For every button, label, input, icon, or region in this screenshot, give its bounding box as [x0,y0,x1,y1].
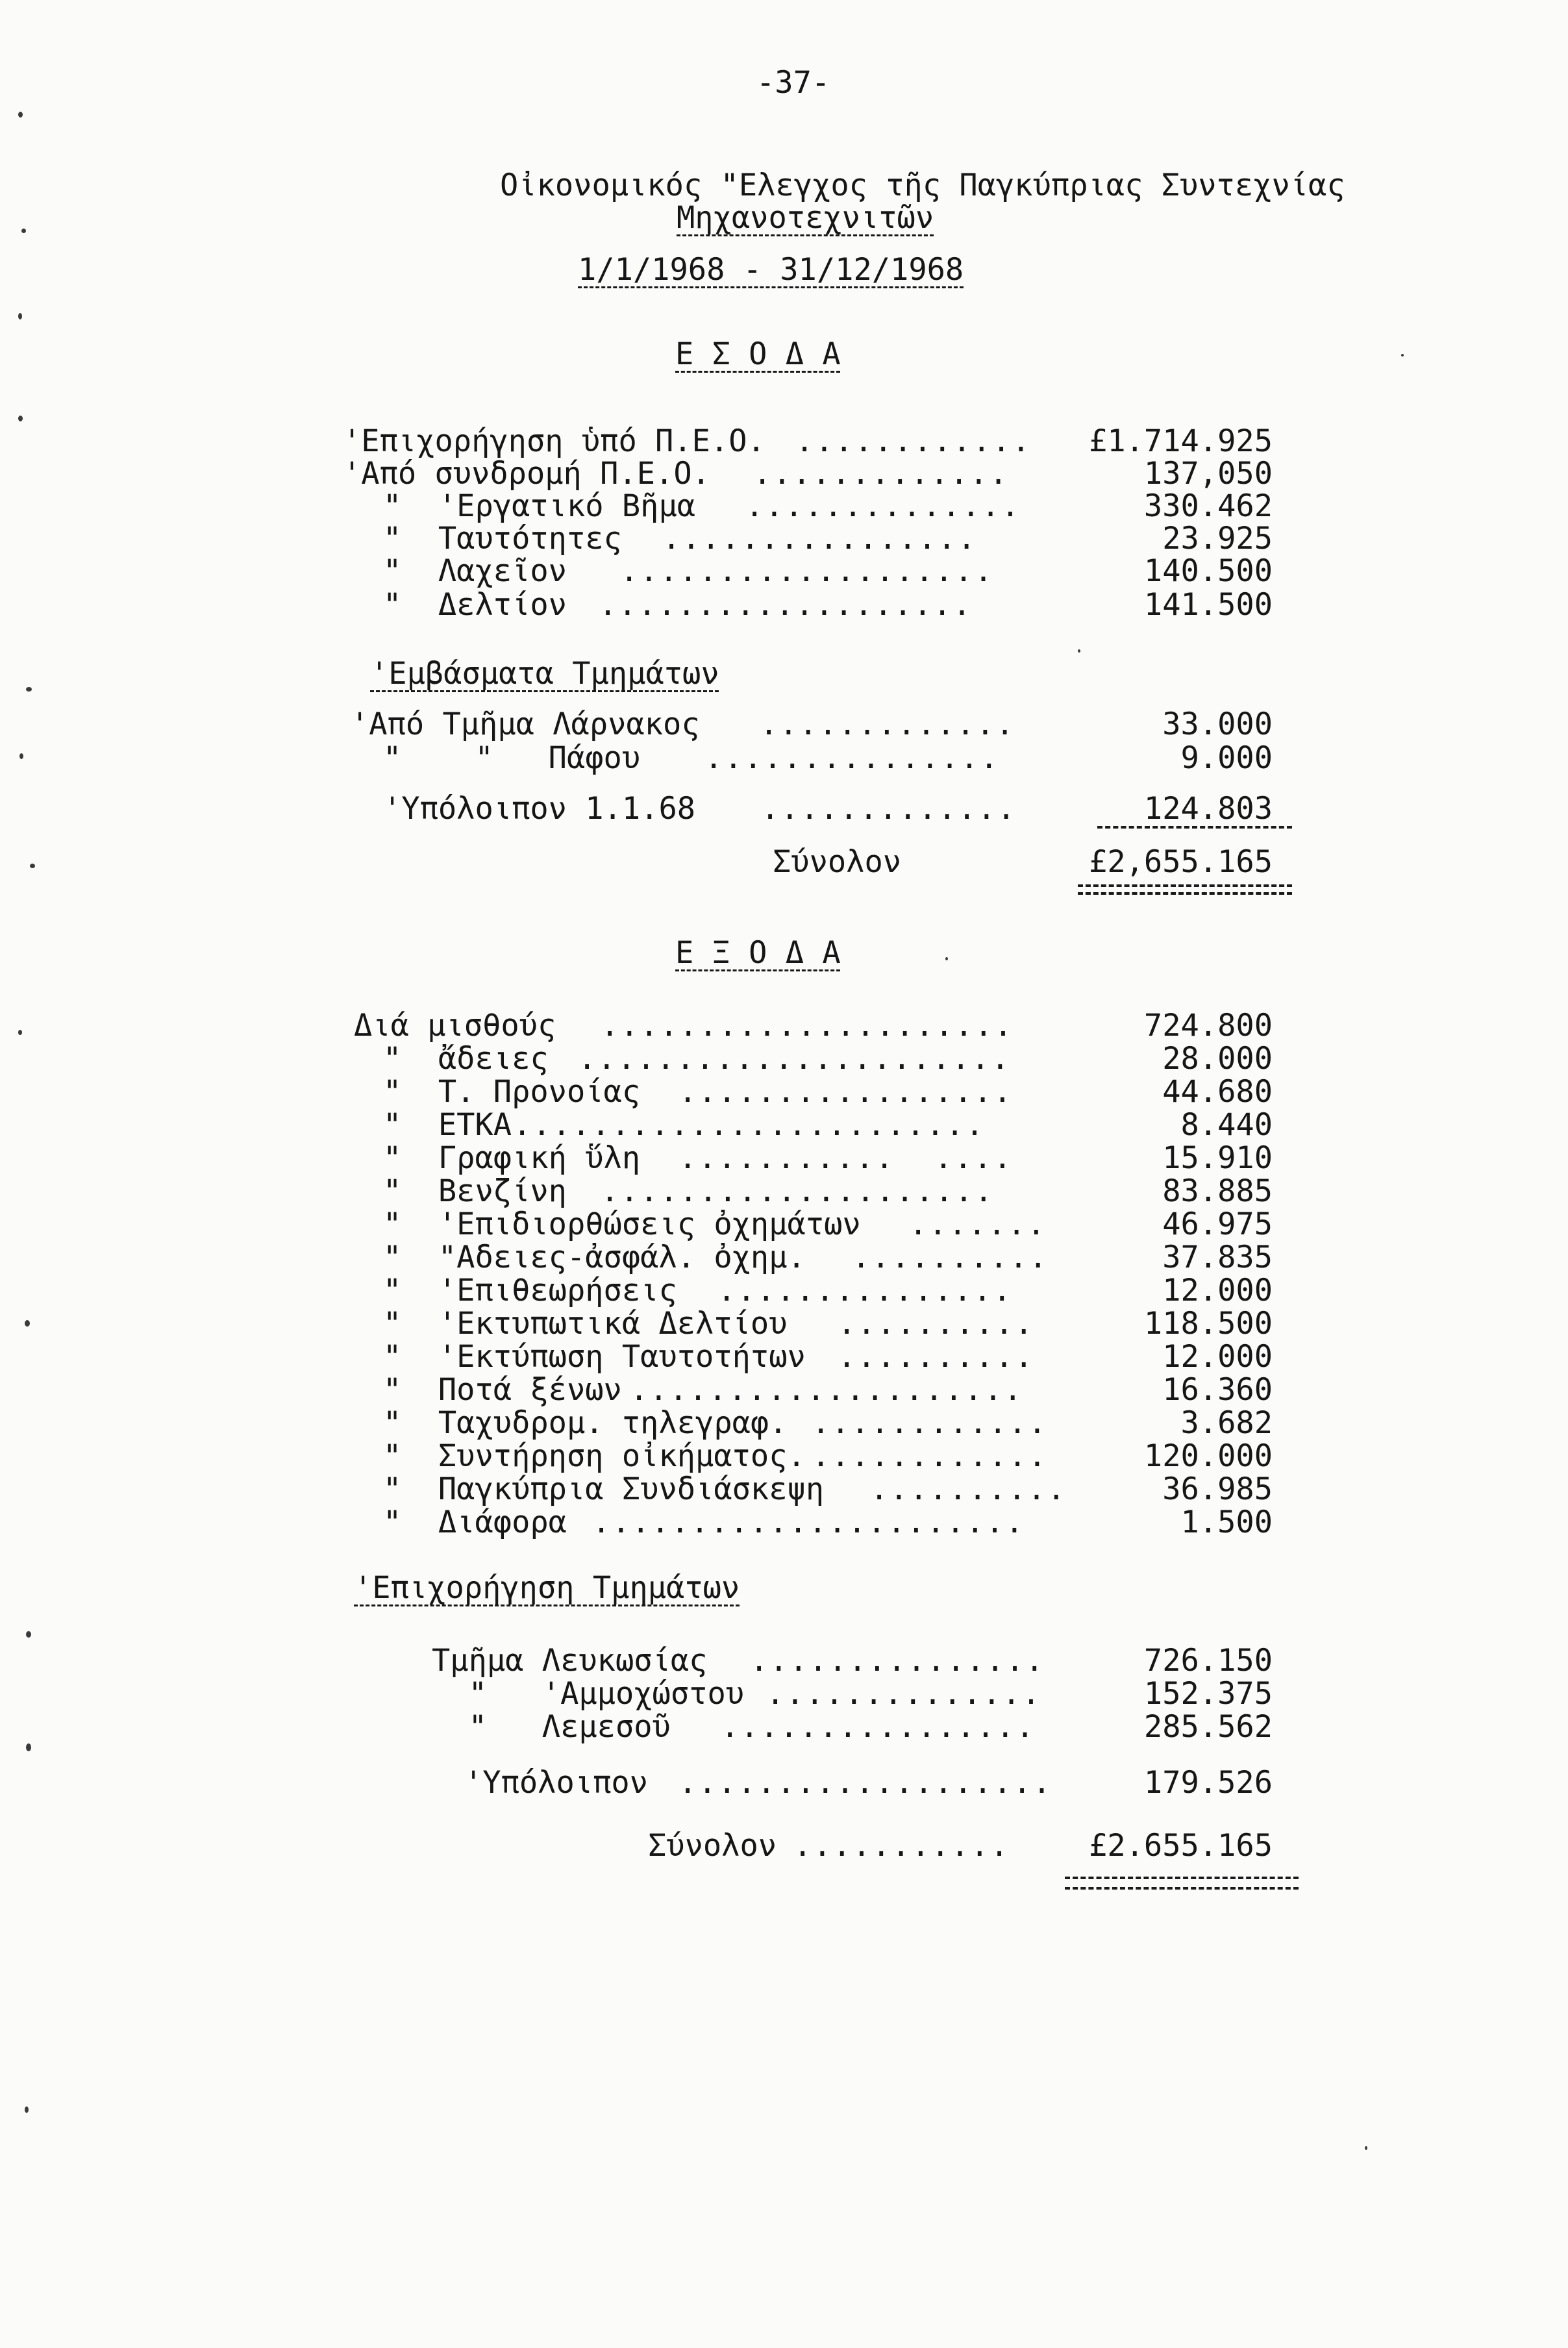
expense-row-leader: ........... .... [678,1140,1014,1176]
expense-balance-amount: 179.526 [1143,1765,1273,1801]
scan-speck [18,416,23,421]
expense-row-label: " 'Εκτύπωση Ταυτοτήτων [383,1339,806,1375]
income-row-amount: 137,050 [1143,456,1273,492]
income-row-amount: 141.500 [1143,587,1273,623]
income-row-amount: 330.462 [1143,488,1273,524]
scan-speck [25,2106,29,2113]
income-row-amount: £1.714.925 [1089,423,1273,459]
expense-row-amount: 28.000 [1162,1041,1273,1077]
income-row-leader: ................... [620,553,994,589]
expense-row-amount: 724.800 [1143,1008,1273,1043]
expense-row-label: Διά μισθούς [354,1008,556,1043]
expense-row-leader: .................... [601,1173,994,1209]
expense-row-label: " Συντήρηση οἰκήματος. [383,1438,806,1474]
income-row-amount: 23.925 [1162,521,1273,556]
expenses-grants-heading: 'Επιχορήγηση Τμημάτων [354,1570,740,1606]
expense-row-amount: 12.000 [1162,1339,1273,1375]
scan-speck [30,864,35,868]
expense-row-leader: ............ [812,1438,1048,1474]
expense-row-leader: ............... [717,1273,1013,1308]
income-balance-label: 'Υπόλοιπον 1.1.68 [383,791,696,827]
scan-speck [25,1320,30,1327]
expense-total-amount: £2.655.165 [1089,1828,1273,1864]
income-transfer-leader: ............... [704,740,1000,776]
income-row-label: 'Επιχορήγηση ὑπό Π.Ε.Ο. [343,423,765,459]
expense-row-amount: 1.500 [1180,1505,1273,1540]
expense-grant-label: " 'Αμμοχώστου [432,1676,745,1712]
expense-row-label: " Γραφική ὕλη [383,1140,641,1176]
scan-speck [19,753,23,759]
expense-grant-label: Τμῆμα Λευκωσίας [432,1643,708,1679]
expense-row-label: " ΕΤΚΑ [383,1107,512,1143]
expense-row-leader: .......... [852,1240,1049,1275]
expense-row-amount: 46.975 [1162,1206,1273,1242]
scan-speck [18,112,23,118]
income-transfer-label: 'Από Τμῆμα Λάρνακος [351,706,700,742]
expense-row-label: " "Αδειες-ἀσφάλ. ὀχημ. [383,1240,806,1275]
scan-speck [26,687,32,692]
income-balance-amount: 124.803 [1143,791,1273,827]
expense-total-leader: ........... [793,1828,1010,1864]
income-subtotal-rule [1097,826,1292,829]
expense-grant-label: " Λεμεσοῦ [432,1709,671,1745]
scan-speck [21,229,26,233]
expense-row-label: " Παγκύπρια Συνδιάσκεψη [383,1471,825,1507]
expense-row-leader: ...................... [578,1041,1011,1077]
income-transfers-heading: 'Εμβάσματα Τμημάτων [370,656,719,692]
expense-row-leader: ..................... [601,1008,1014,1043]
scan-speck [18,313,22,319]
income-total-amount: £2,655.165 [1089,844,1273,880]
expense-row-label: " Βενζίνη [383,1173,567,1209]
income-transfer-amount: 9.000 [1180,740,1273,776]
income-row-leader: ................ [662,521,977,556]
expense-balance-leader: ................... [678,1765,1052,1801]
expense-row-amount: 3.682 [1180,1405,1273,1441]
expense-row-label: " Διάφορα [383,1505,567,1540]
expense-row-leader: ............ [812,1405,1048,1441]
expense-row-amount: 120.000 [1143,1438,1273,1474]
scan-speck [1365,2146,1367,2150]
scan-speck [26,1631,31,1638]
expense-row-leader: .......... [838,1339,1034,1375]
expense-row-amount: 36.985 [1162,1471,1273,1507]
expense-row-amount: 83.885 [1162,1173,1273,1209]
expense-row-label: " ἄδειες [383,1041,549,1077]
income-transfer-amount: 33.000 [1162,706,1273,742]
expense-grant-leader: ............... [750,1643,1045,1679]
scan-speck [1078,649,1080,653]
expense-grant-amount: 726.150 [1143,1643,1273,1679]
income-total-rule [1078,884,1292,887]
expense-row-leader: .......... [838,1306,1034,1342]
expense-row-label: " 'Εκτυπωτικά Δελτίου [383,1306,788,1342]
expenses-heading: Ε Ξ Ο Δ Α [675,935,841,971]
income-row-label: 'Από συνδρομή Π.Ε.Ο. [343,456,710,492]
income-row-leader: ............. [753,456,1009,492]
expense-grant-amount: 285.562 [1143,1709,1273,1745]
income-transfer-label: " " Πάφου [383,740,641,776]
expense-grant-amount: 152.375 [1143,1676,1273,1712]
expense-row-label: " 'Επιθεωρήσεις [383,1273,677,1308]
expense-row-amount: 37.835 [1162,1240,1273,1275]
income-total-label: Σύνολον [773,844,902,880]
expense-row-label: " Ποτά ξένων [383,1372,622,1408]
income-row-leader: .............. [745,488,1021,524]
income-total-rule [1078,892,1292,895]
expense-total-rule [1065,1877,1299,1879]
document-period: 1/1/1968 - 31/12/1968 [578,252,964,288]
expense-row-leader: .......... [870,1471,1067,1507]
income-row-leader: ............ [795,423,1032,459]
expense-row-amount: 44.680 [1162,1074,1273,1110]
document-subtitle: Μηχανοτεχνιτῶν [677,200,934,236]
expense-row-label: " 'Επιδιορθώσεις ὀχημάτων [383,1206,861,1242]
expense-row-leader: ................. [678,1074,1014,1110]
expense-row-label: " Ταχυδρομ. τηλεγραφ. [383,1405,788,1441]
page-number: -37- [756,65,830,101]
expense-grant-leader: .............. [766,1676,1042,1712]
expense-grant-leader: ................ [721,1709,1036,1745]
scan-speck [945,957,948,960]
income-row-label: " 'Εργατικό Βῆμα [383,488,696,524]
expense-row-leader: .................... [630,1372,1023,1408]
expense-row-label: " Τ. Προνοίας [383,1074,641,1110]
expense-balance-label: 'Υπόλοιπον [464,1765,648,1801]
income-transfer-leader: ............. [760,706,1015,742]
income-balance-leader: ............. [761,791,1017,827]
scan-speck [26,1743,31,1751]
income-row-label: " Ταυτότητες [383,521,622,556]
income-row-leader: ................... [599,587,973,623]
expense-row-amount: 15.910 [1162,1140,1273,1176]
expense-row-amount: 8.440 [1180,1107,1273,1143]
income-heading: Ε Σ Ο Δ Α [675,336,841,372]
scan-speck [1401,354,1404,356]
income-row-label: " Δελτίον [383,587,567,623]
document-title: Οἰκονομικός "Ελεγχος τῆς Παγκύπριας Συντεχνίας [500,168,1345,203]
expense-row-amount: 118.500 [1143,1306,1273,1342]
expense-row-amount: 16.360 [1162,1372,1273,1408]
expense-row-amount: 12.000 [1162,1273,1273,1308]
expense-total-rule [1065,1887,1299,1890]
expense-row-leader: ........................ [513,1107,986,1143]
expense-total-label: Σύνολον [648,1828,777,1864]
scan-speck [18,1030,22,1035]
income-row-amount: 140.500 [1143,553,1273,589]
expense-row-leader: ...................... [592,1505,1025,1540]
expense-row-leader: ....... [909,1206,1047,1242]
income-row-label: " Λαχεῖον [383,553,567,589]
